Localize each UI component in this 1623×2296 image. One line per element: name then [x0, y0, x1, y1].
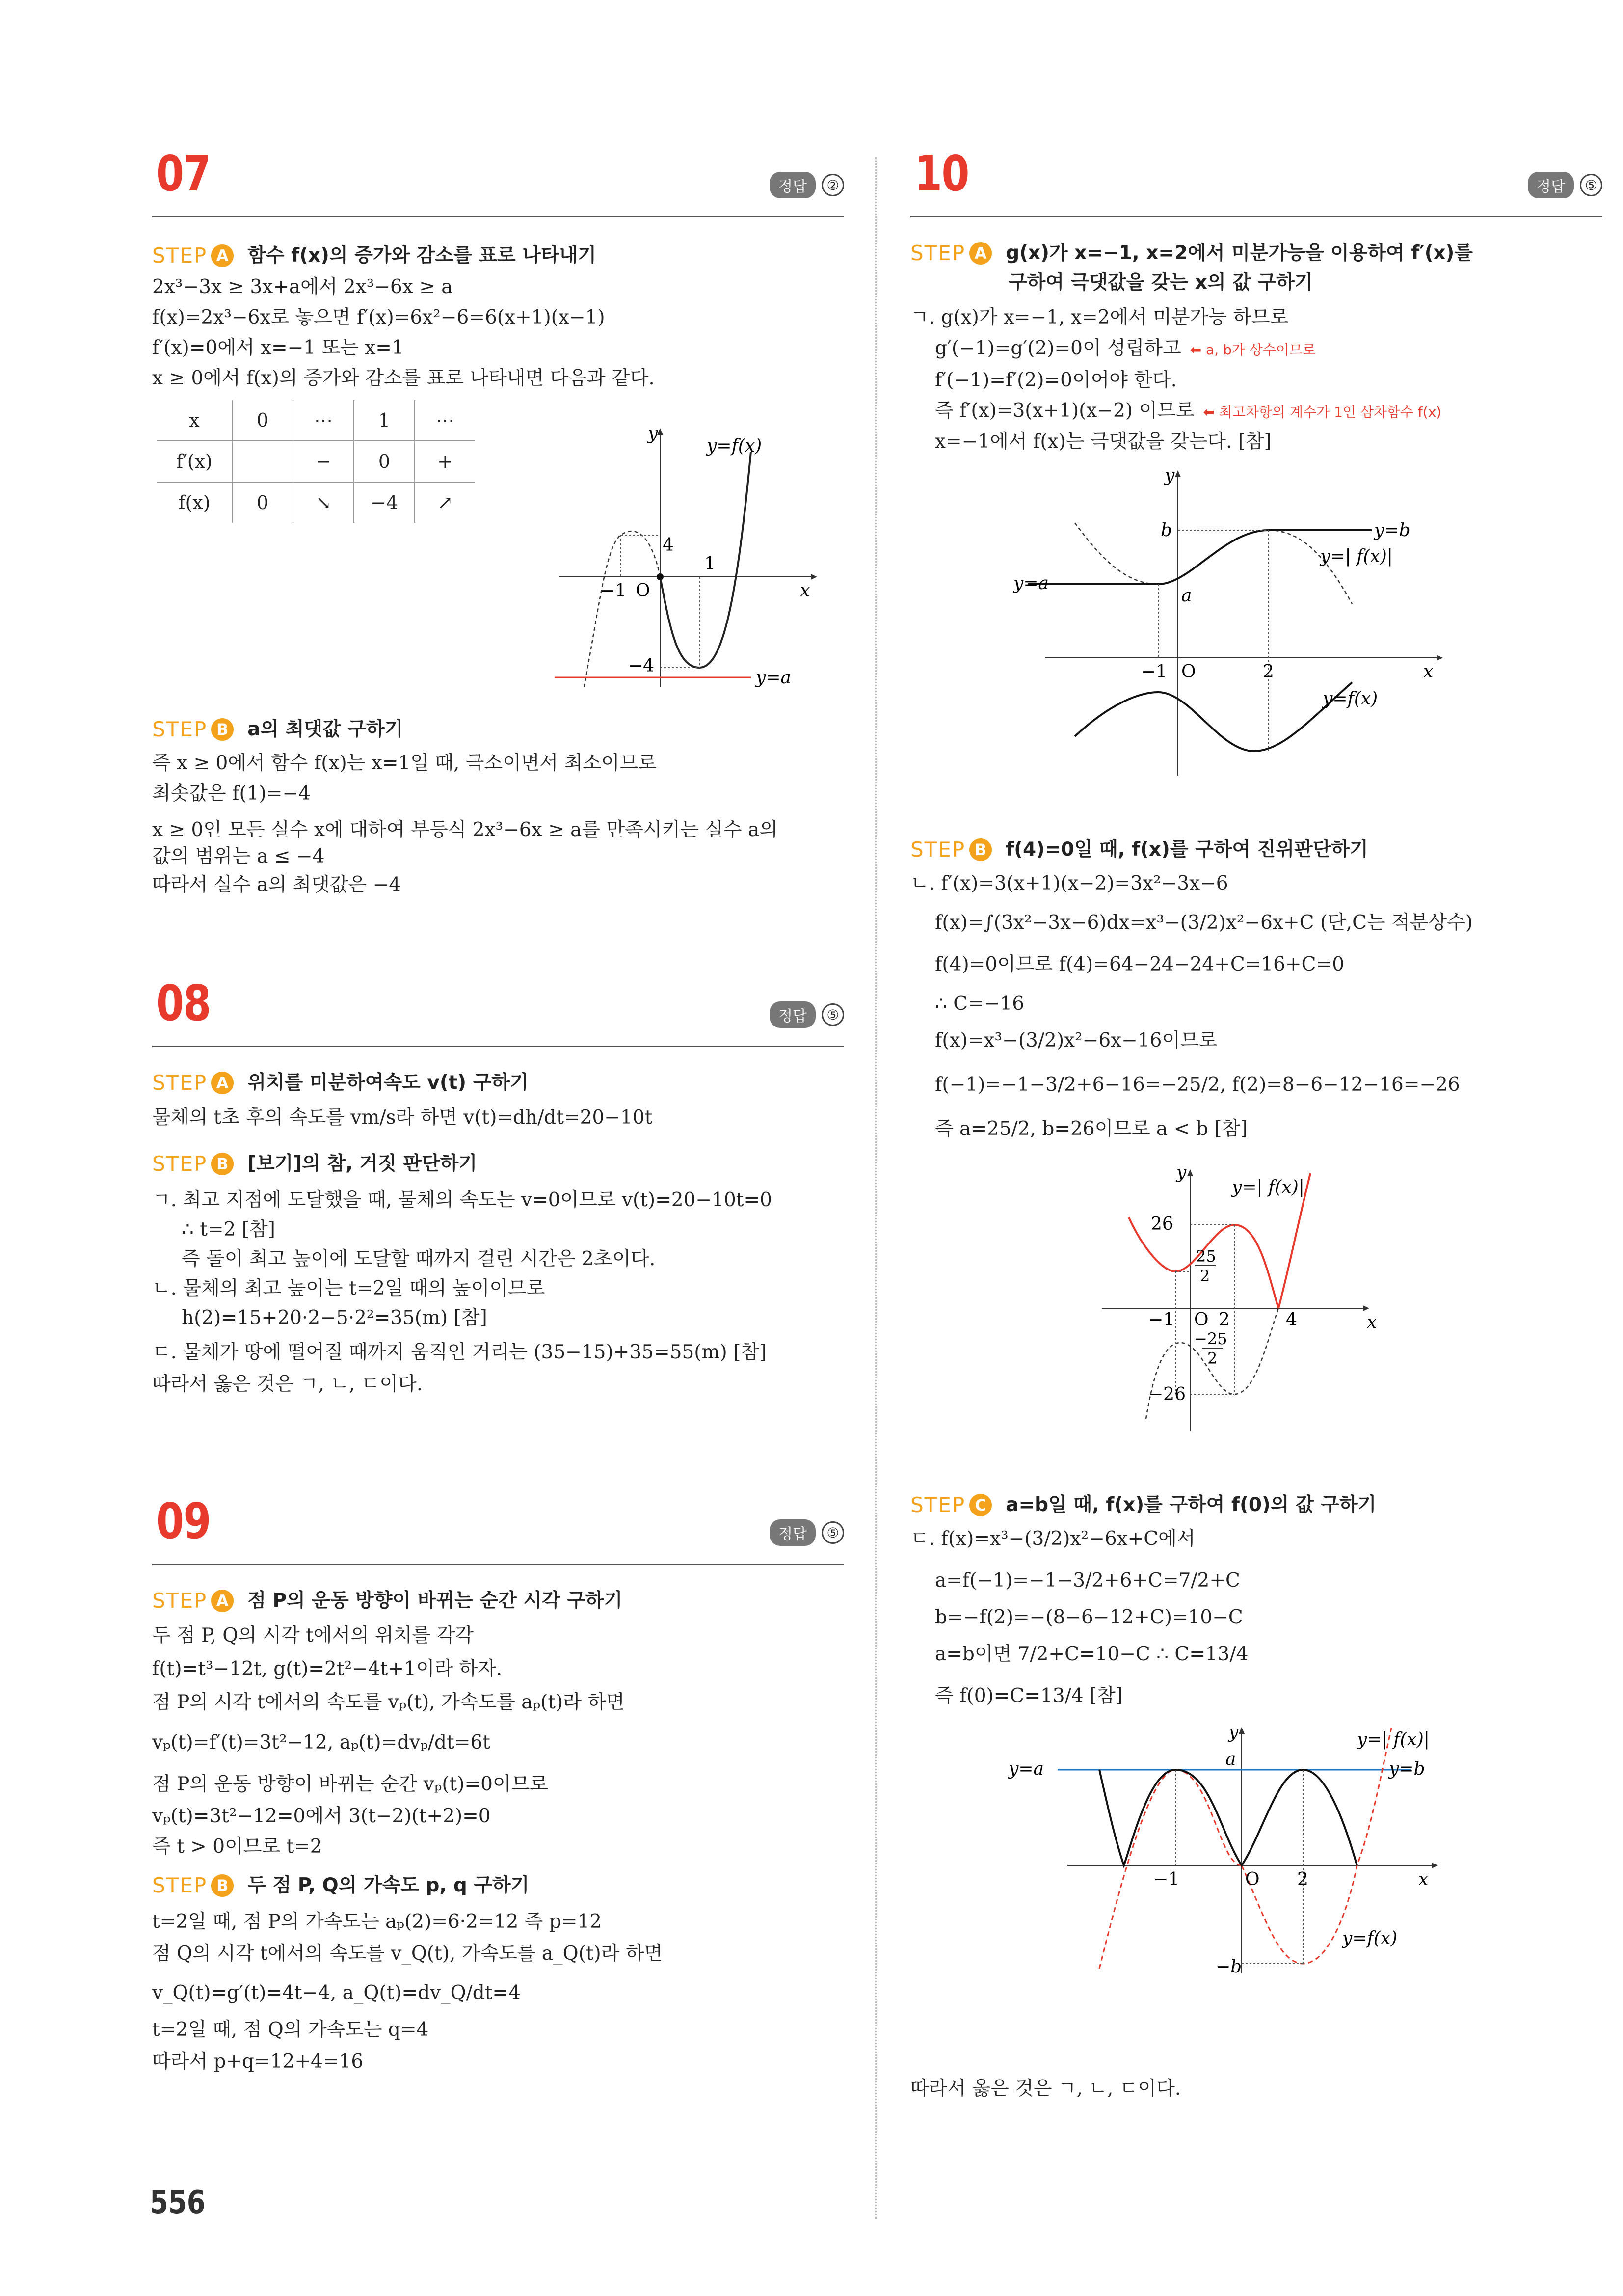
tick-2: 2: [1219, 1310, 1230, 1330]
solution-line: 물체의 t초 후의 속도를 vm/s라 하면 v(t)=dh/dt=20−10t: [152, 1107, 653, 1129]
problem-header: [152, 1492, 844, 1565]
solution-line: f(x)=x³−(3/2)x²−6x−16이므로: [935, 1029, 1218, 1052]
tick-2: 2: [1297, 1869, 1308, 1890]
y-label: y: [1228, 1722, 1239, 1742]
g-middle: [1158, 530, 1269, 584]
solution-line: t=2일 때, 점 Q의 가속도는 q=4: [152, 2019, 429, 2041]
y-arrow: [1187, 1169, 1193, 1176]
answer-choice: ⑤: [822, 1003, 844, 1026]
tick-m1: −1: [1153, 1869, 1180, 1890]
solution-line: f(x)=∫(3x²−3x−6)dx=x³−(3/2)x²−6x+C (단,C는 적분상수): [935, 912, 1473, 934]
solution-line: 즉 x ≥ 0에서 함수 f(x)는 x=1일 때, 극소이면서 최소이므로: [152, 752, 657, 774]
step-letter: A: [211, 1590, 234, 1612]
table-cell: ⋯: [415, 400, 475, 441]
x-arrow: [811, 574, 817, 580]
step-title: [보기]의 참, 거짓 판단하기: [247, 1153, 478, 1175]
tick-1: 1: [704, 554, 716, 574]
solution-line: f′(x)=0에서 x=−1 또는 x=1: [152, 337, 404, 359]
solution-line: ㄷ. 물체가 땅에 떨어질 때까지 움직인 거리는 (35−15)+35=55(m) [참]: [152, 1341, 767, 1363]
table-cell: [232, 441, 293, 482]
step-b-heading: [152, 1873, 529, 1898]
answer-choice: ②: [822, 174, 844, 196]
solution-line: 두 점 P, Q의 시각 t에서의 위치를 각각: [152, 1624, 474, 1647]
table-cell: ⋯: [293, 400, 354, 441]
table-cell: x: [157, 400, 232, 441]
step-title: g(x)가 x=−1, x=2에서 미분가능을 이용하여 f′(x)를: [1006, 242, 1473, 264]
step-label: STEP: [152, 1152, 208, 1176]
tick-2: 2: [1263, 662, 1274, 682]
graph-10c: [1004, 1718, 1445, 1993]
x-label: x: [1367, 1312, 1377, 1332]
tick-4: 4: [663, 535, 674, 555]
column-divider: [875, 157, 877, 2219]
answer-badge: 정답: [770, 1519, 816, 1546]
step-title: 위치를 미분하여속도 v(t) 구하기: [247, 1072, 529, 1094]
line-text: 즉 f′(x)=3(x+1)(x−2) 이므로: [935, 400, 1195, 422]
problem-header: [152, 974, 844, 1047]
solution-line: ㄱ. g(x)가 x=−1, x=2에서 미분가능 하므로: [910, 306, 1289, 328]
solution-line: x ≥ 0에서 f(x)의 증가와 감소를 표로 나타내면 다음과 같다.: [152, 367, 655, 389]
f-abs-dashed-right: [1269, 530, 1352, 604]
solution-line: x=−1에서 f(x)는 극댓값을 갖는다. [참]: [935, 431, 1272, 453]
x-arrow: [1437, 655, 1443, 661]
table-cell: −: [293, 441, 354, 482]
x-arrow: [1432, 1863, 1438, 1868]
solution-line: 값의 범위는 a ≤ −4: [152, 845, 325, 867]
solution-line: 점 P의 운동 방향이 바뀌는 순간 vₚ(t)=0이므로: [152, 1773, 548, 1795]
step-letter: B: [969, 838, 992, 861]
table-cell: 0: [354, 441, 415, 482]
step-a-heading: [152, 1070, 529, 1096]
step-title: 함수 f(x)의 증가와 감소를 표로 나타내기: [247, 244, 596, 267]
tick-m26: −26: [1148, 1384, 1186, 1405]
step-title: 구하여 극댓값을 갖는 x의 값 구하기: [1009, 271, 1313, 294]
solution-line: b=−f(2)=−(8−6−12+C)=10−C: [935, 1606, 1243, 1628]
line-label-a: y=a: [1009, 1759, 1044, 1779]
step-label: STEP: [910, 1493, 966, 1517]
y-label: y: [1176, 1162, 1187, 1183]
step-letter: B: [211, 1153, 234, 1175]
graph-10b: [1102, 1163, 1416, 1438]
f-abs-dashed-left: [1075, 523, 1158, 584]
curve-label: y=f(x): [707, 436, 762, 456]
solution-line: f(x)=2x³−6x로 놓으면 f′(x)=6x²−6=6(x+1)(x−1): [152, 306, 605, 328]
step-c-heading: [910, 1492, 1376, 1518]
table-cell: +: [415, 441, 475, 482]
tick-m1: −1: [600, 581, 627, 601]
step-a-heading-cont: [1009, 270, 1313, 296]
step-label: STEP: [152, 1589, 208, 1613]
solution-line: 즉 돌이 최고 높이에 도달할 때까지 걸린 시간은 2초이다.: [182, 1248, 656, 1270]
step-title: 점 P의 운동 방향이 바뀌는 순간 시각 구하기: [247, 1590, 623, 1612]
step-title: 두 점 P, Q의 가속도 p, q 구하기: [247, 1874, 530, 1896]
problem-number: 09: [156, 1492, 211, 1550]
a-label: a: [1225, 1749, 1236, 1769]
answer-badge: 정답: [1528, 172, 1574, 198]
x-arrow: [1363, 1305, 1369, 1311]
solution-line: [935, 336, 1316, 362]
problem-08: [152, 974, 844, 1395]
side-note: ⬅ a, b가 상수이므로: [1190, 342, 1316, 358]
x-label: x: [800, 581, 810, 601]
conclusion-line: 따라서 옳은 것은 ㄱ, ㄴ, ㄷ이다.: [910, 2078, 1181, 2100]
answer-badge: 정답: [770, 172, 816, 198]
y-label: y: [1165, 465, 1175, 486]
answer-indicator: [770, 172, 844, 198]
step-label: STEP: [152, 1071, 208, 1095]
answer-indicator: [770, 1519, 844, 1546]
answer-indicator: [1528, 172, 1602, 198]
step-label: STEP: [152, 243, 208, 268]
curve-label-abs: y=| f(x)|: [1357, 1729, 1430, 1750]
step-title: a의 최댓값 구하기: [247, 718, 403, 740]
step-letter: B: [211, 1874, 234, 1897]
solution-line: ㄱ. 최고 지점에 도달했을 때, 물체의 속도는 v=0이므로 v(t)=20−10t=0: [152, 1189, 772, 1211]
solution-line: 점 P의 시각 t에서의 속도를 vₚ(t), 가속도를 aₚ(t)라 하면: [152, 1691, 625, 1713]
table-cell: f′(x): [157, 441, 232, 482]
problem-number: 08: [156, 974, 211, 1032]
step-label: STEP: [152, 717, 208, 741]
solution-line: f(t)=t³−12t, g(t)=2t²−4t+1이라 하자.: [152, 1658, 503, 1680]
frac-num-neg: −25: [1194, 1329, 1227, 1348]
curve-label-abs: y=| f(x)|: [1320, 546, 1393, 567]
tick-m1: −1: [1148, 1310, 1175, 1330]
solution-line: x ≥ 0인 모든 실수 x에 대하여 부등식 2x³−6x ≥ a를 만족시키는 실수 a의: [152, 819, 778, 841]
solution-line: 즉 a=25/2, b=26이므로 a < b [참]: [935, 1118, 1248, 1140]
table-cell: 0: [232, 482, 293, 523]
solution-line: 즉 f(0)=C=13/4 [참]: [935, 1685, 1123, 1707]
variation-table: [157, 400, 475, 523]
origin-label: O: [636, 581, 650, 601]
problem-09: [152, 1492, 844, 2073]
step-b-heading: [152, 717, 403, 742]
solution-line: ㄴ. f′(x)=3(x+1)(x−2)=3x²−3x−6: [910, 872, 1228, 894]
y-arrow: [657, 428, 663, 435]
y-arrow: [1239, 1727, 1245, 1734]
problem-10: [910, 145, 1602, 2100]
line-label-b: y=b: [1389, 1759, 1425, 1779]
solution-line: [935, 399, 1441, 425]
tick-m1: −1: [1141, 662, 1168, 682]
answer-badge: 정답: [770, 1001, 816, 1028]
problem-number: 07: [156, 145, 211, 202]
solution-line: ㄴ. 물체의 최고 높이는 t=2일 때의 높이이므로: [152, 1277, 545, 1299]
page-number: 556: [150, 2185, 206, 2221]
table-cell: 1: [354, 400, 415, 441]
tick-4: 4: [1286, 1310, 1297, 1330]
frac-den: 2: [1200, 1267, 1210, 1285]
solution-line: 점 Q의 시각 t에서의 속도를 v_Q(t), 가속도를 a_Q(t)라 하면: [152, 1943, 663, 1965]
f-curve: [1075, 682, 1352, 751]
graph-10a: [1013, 461, 1450, 781]
solution-line: 따라서 옳은 것은 ㄱ, ㄴ, ㄷ이다.: [152, 1373, 423, 1395]
curve-label-f: y=f(x): [1323, 689, 1378, 709]
step-a-heading: [152, 1588, 622, 1614]
y-arrow: [1175, 470, 1181, 477]
tick-m4: −4: [628, 656, 655, 676]
answer-choice: ⑤: [1580, 174, 1602, 196]
line-label-b: y=b: [1374, 520, 1410, 540]
origin-label: O: [1181, 662, 1196, 682]
step-letter: B: [211, 718, 234, 741]
step-label: STEP: [152, 1873, 208, 1897]
x-label: x: [1423, 662, 1434, 682]
solution-line: f′(−1)=f′(2)=0이어야 한다.: [935, 369, 1177, 391]
solution-line: f(−1)=−1−3/2+6−16=−25/2, f(2)=8−6−12−16=−26: [935, 1074, 1460, 1096]
solution-line: a=f(−1)=−1−3/2+6+C=7/2+C: [935, 1569, 1240, 1592]
f-abs-curve: [1099, 1770, 1357, 1865]
frac-den: 2: [1207, 1349, 1218, 1368]
step-b-heading: [910, 837, 1368, 863]
origin-label: O: [1194, 1310, 1209, 1330]
problem-header: [152, 147, 844, 217]
table-cell: f(x): [157, 482, 232, 523]
solution-line: 따라서 실수 a의 최댓값은 −4: [152, 874, 401, 896]
table-cell: ↘: [293, 482, 354, 523]
line-label: y=a: [756, 668, 791, 688]
x-label: x: [1418, 1869, 1429, 1890]
answer-choice: ⑤: [822, 1521, 844, 1544]
problem-number: 10: [914, 145, 969, 202]
origin-dot: [657, 573, 664, 580]
step-a-heading: [152, 243, 596, 269]
solution-line: ㄷ. f(x)=x³−(3/2)x²−6x+C에서: [910, 1528, 1196, 1550]
answer-indicator: [770, 1001, 844, 1028]
step-label: STEP: [910, 837, 966, 862]
solution-line: ∴ t=2 [참]: [182, 1218, 275, 1241]
solution-line: ∴ C=−16: [935, 993, 1025, 1015]
solution-line: f(4)=0이므로 f(4)=64−24−24+C=16+C=0: [935, 953, 1345, 975]
solution-line: vₚ(t)=f′(t)=3t²−12, aₚ(t)=dvₚ/dt=6t: [152, 1731, 490, 1754]
graph-07: [555, 422, 829, 697]
solution-line: t=2일 때, 점 P의 가속도는 aₚ(2)=6·2=12 즉 p=12: [152, 1911, 602, 1933]
b-label: b: [1161, 520, 1172, 540]
step-label: STEP: [910, 241, 966, 265]
solution-line: 즉 t > 0이므로 t=2: [152, 1836, 322, 1858]
step-letter: A: [211, 1072, 234, 1094]
tick-26: 26: [1151, 1214, 1173, 1234]
step-a-heading: [910, 241, 1473, 266]
solution-line: 2x³−3x ≥ 3x+a에서 2x³−6x ≥ a: [152, 276, 453, 298]
solution-line: v_Q(t)=g′(t)=4t−4, a_Q(t)=dv_Q/dt=4: [152, 1982, 521, 2004]
origin-label: O: [1245, 1869, 1260, 1890]
y-label: y: [648, 424, 658, 444]
curve-label-abs: y=| f(x)|: [1232, 1177, 1304, 1197]
step-letter: A: [969, 242, 992, 265]
step-title: a=b일 때, f(x)를 구하여 f(0)의 값 구하기: [1006, 1494, 1377, 1516]
mb-label: −b: [1216, 1957, 1242, 1977]
problem-07: [152, 145, 844, 896]
solution-line: a=b이면 7/2+C=10−C ∴ C=13/4: [935, 1643, 1249, 1665]
step-title: f(4)=0일 때, f(x)를 구하여 진위판단하기: [1006, 838, 1368, 861]
line-text: g′(−1)=g′(2)=0이 성립하고: [935, 337, 1181, 359]
solution-line: vₚ(t)=3t²−12=0에서 3(t−2)(t+2)=0: [152, 1805, 491, 1827]
solution-line: h(2)=15+20·2−5·2²=35(m) [참]: [182, 1307, 487, 1329]
solution-line: 최솟값은 f(1)=−4: [152, 783, 311, 805]
side-note: ⬅ 최고차항의 계수가 1인 삼차함수 f(x): [1203, 404, 1442, 420]
a-label: a: [1181, 586, 1192, 606]
step-b-heading: [152, 1151, 477, 1177]
curve-label-f: y=f(x): [1342, 1928, 1398, 1948]
line-label-a: y=a: [1013, 573, 1049, 594]
step-letter: C: [969, 1494, 992, 1516]
problem-header: [910, 147, 1602, 217]
frac-num: 25: [1196, 1247, 1216, 1266]
step-letter: A: [211, 244, 234, 267]
solution-line: 따라서 p+q=12+4=16: [152, 2051, 364, 2073]
table-cell: 0: [232, 400, 293, 441]
table-cell: −4: [354, 482, 415, 523]
table-cell: ↗: [415, 482, 475, 523]
